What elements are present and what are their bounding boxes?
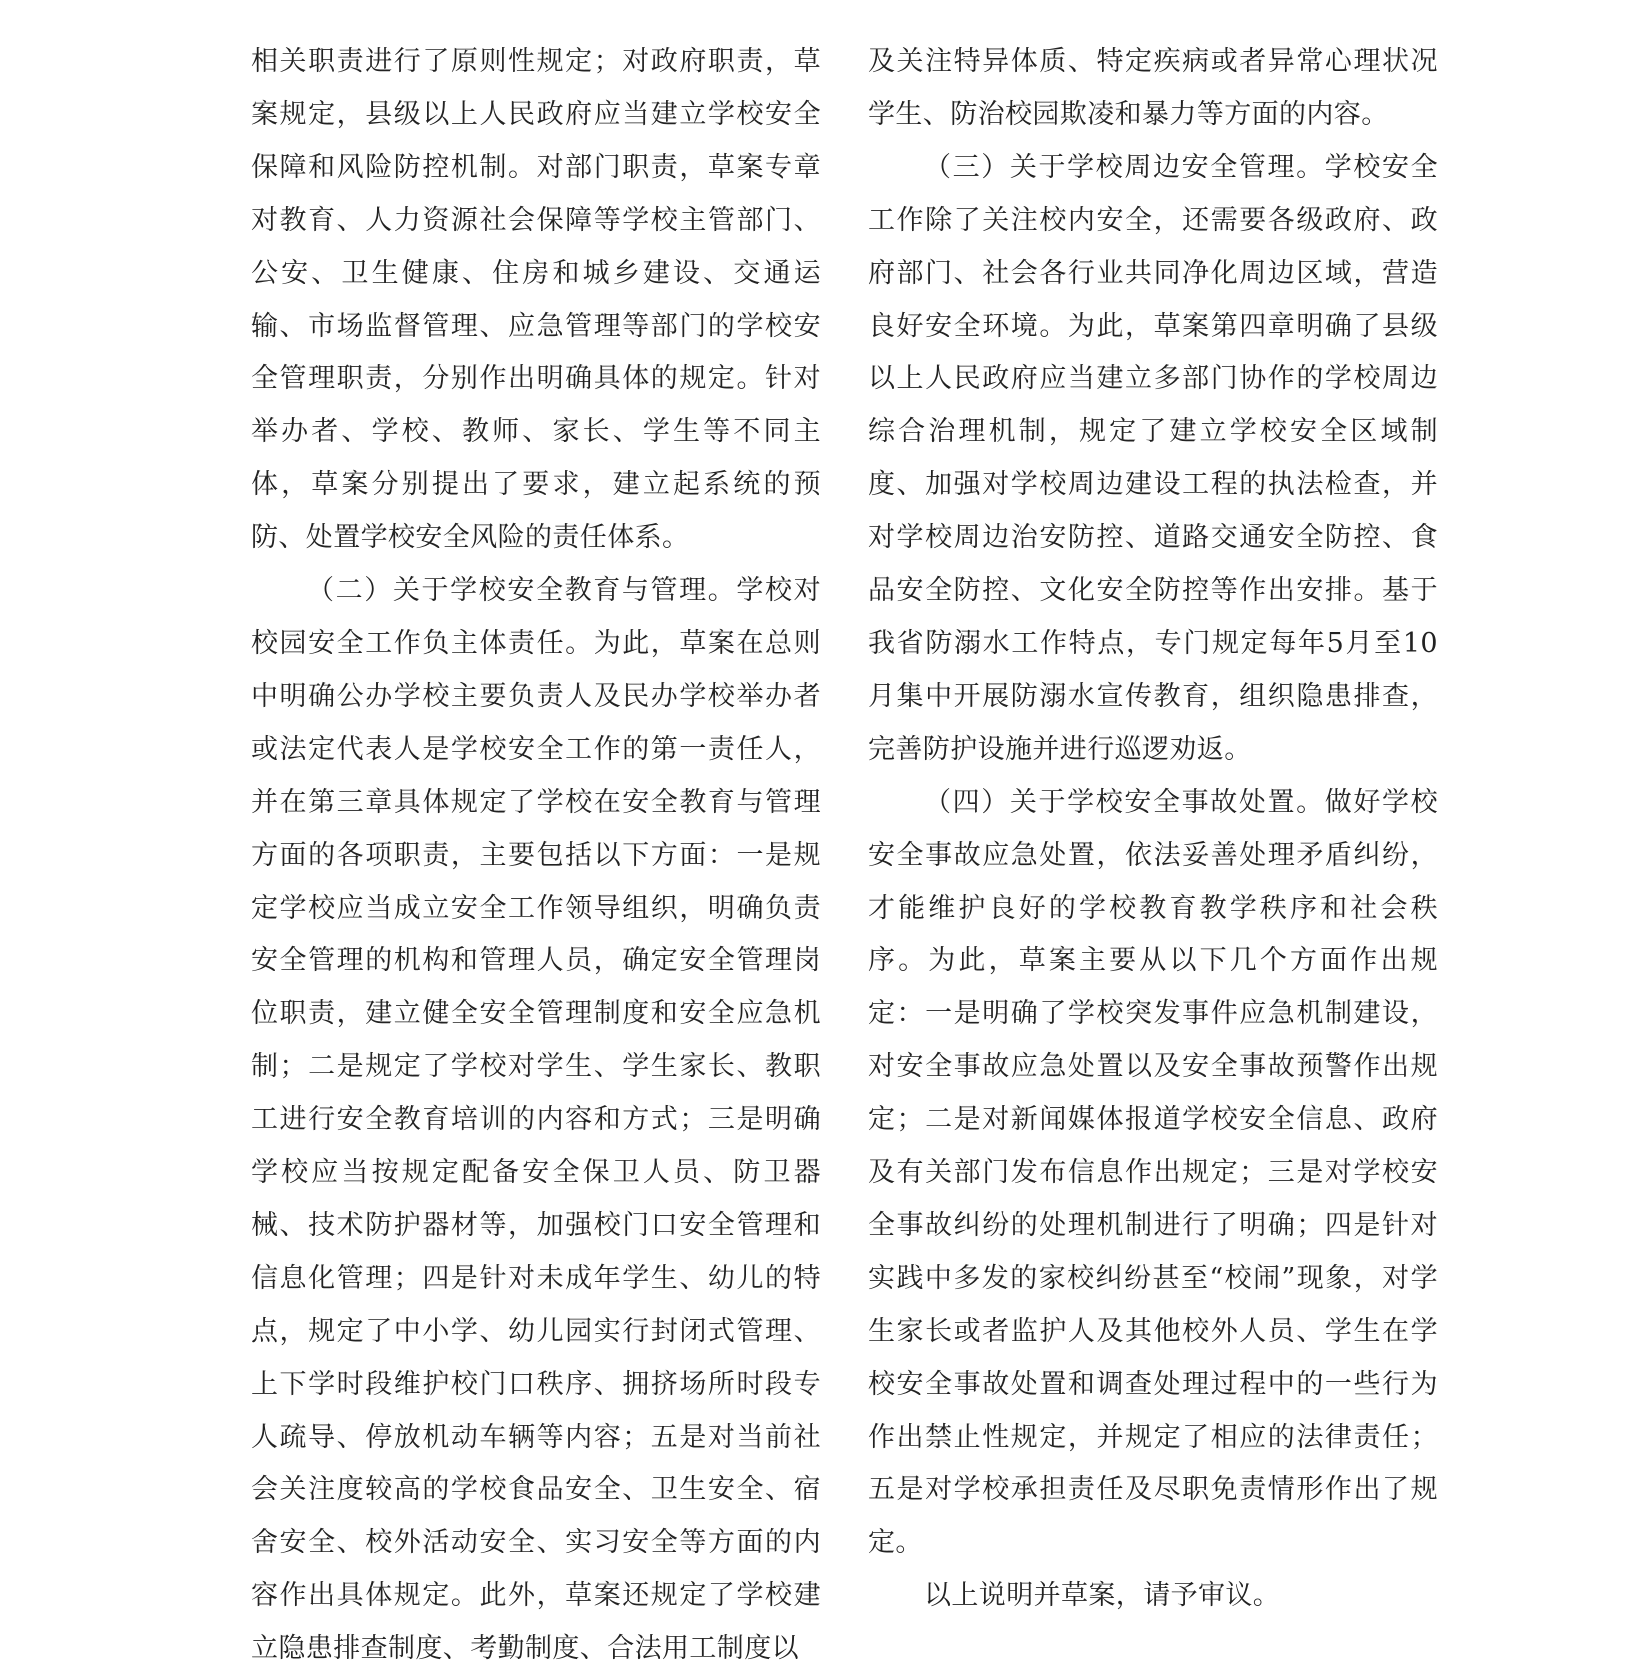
right-paragraph-2: （三）关于学校周边安全管理。学校安全工作除了关注校内安全，还需要各级政府、政府部门、社会各行业共同净化周边区域，营造良好安全环境。为此，草案第四章明确了县级以上人民政府应当建立多部门协作的学校周边综合治理机制，规定了建立学校安全区域制度、加强对学校周边建设工程的执法检查，并对学校周边治安防控、道路交通安全防控、食品安全防控、文化安全防控等作出安排。基于我省防溺水工作特点，专门规定每年5月至10月集中开展防溺水宣传教育，组织隐患排查，完善防护设施并进行巡逻劝返。 [868,151,1438,765]
left-column [251,36,821,1676]
right-paragraph-3: （四）关于学校安全事故处置。做好学校安全事故应急处置，依法妥善处理矛盾纠纷，才能维护良好的学校教育教学秩序和社会秩序。为此，草案主要从以下几个方面作出规定：一是明确了学校突发事件应急机制建设，对安全事故应急处置以及安全事故预警作出规定；二是对新闻媒体报道学校安全信息、政府及有关部门发布信息作出规定；三是对学校安全事故纠纷的处理机制进行了明确；四是针对实践中多发的家校纠纷甚至“校闹”现象，对学生家长或者监护人及其他校外人员、学生在学校安全事故处置和调查处理过程中的一些行为作出禁止性规定，并规定了相应的法律责任；五是对学校承担责任及尽职免责情形作出了规定。 [868,786,1438,1559]
left-paragraph-2: （二）关于学校安全教育与管理。学校对校园安全工作负主体责任。为此，草案在总则中明确公办学校主要负责人及民办学校举办者或法定代表人是学校安全工作的第一责任人，并在第三章具体规定了学校在安全教育与管理方面的各项职责，主要包括以下方面：一是规定学校应当成立安全工作领导组织，明确负责安全管理的机构和管理人员，确定安全管理岗位职责，建立健全安全管理制度和安全应急机制；二是规定了学校对学生、学生家长、教职工进行安全教育培训的内容和方式；三是明确学校应当按规定配备安全保卫人员、防卫器械、技术防护器材等，加强校门口安全管理和信息化管理；四是针对未成年学生、幼儿的特点，规定了中小学、幼儿园实行封闭式管理、上下学时段维护校门口秩序、拥挤场所时段专人疏导、停放机动车辆等内容；五是对当前社会关注度较高的学校食品安全、卫生安全、宿舍安全、校外活动安全、实习安全等方面的内容作出具体规定。此外，草案还规定了学校建立隐患排查制度、考勤制度、合法用工制度以 [251,575,821,1665]
left-paragraph-1: 相关职责进行了原则性规定；对政府职责，草案规定，县级以上人民政府应当建立学校安全保障和风险防控机制。对部门职责，草案专章对教育、人力资源社会保障等学校主管部门、公安、卫生健康、住房和城乡建设、交通运输、市场监督管理、应急管理等部门的学校安全管理职责，分别作出明确具体的规定。针对举办者、学校、教师、家长、学生等不同主体，草案分别提出了要求，建立起系统的预防、处置学校安全风险的责任体系。 [251,46,821,554]
right-paragraph-1: 及关注特异体质、特定疾病或者异常心理状况学生、防治校园欺凌和暴力等方面的内容。 [868,46,1438,130]
right-paragraph-4: 以上说明并草案，请予审议。 [924,1580,1281,1612]
right-column [868,36,1438,1623]
